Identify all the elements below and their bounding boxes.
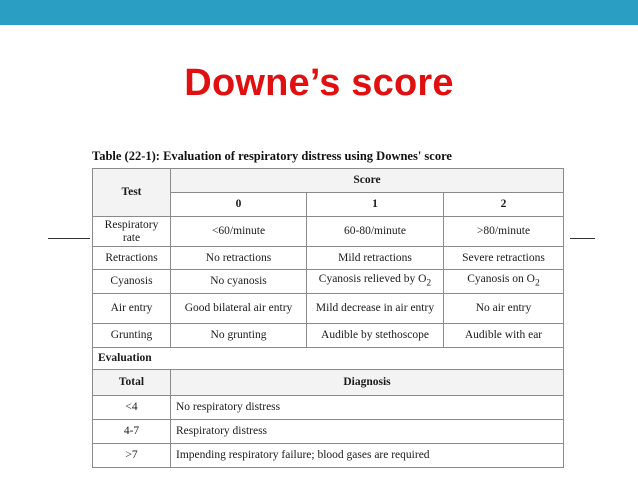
subscript-2: 2 bbox=[534, 277, 540, 289]
table-row bbox=[93, 270, 564, 294]
table-row bbox=[93, 294, 564, 324]
score1-cell: 60-80/minute bbox=[307, 217, 444, 247]
header-score-0: 0 bbox=[171, 193, 307, 217]
header-test: Test bbox=[93, 169, 171, 217]
test-cell: Cyanosis bbox=[93, 270, 171, 294]
top-accent-bar bbox=[0, 0, 638, 25]
table-row bbox=[93, 420, 564, 444]
score1-cell: Mild retractions bbox=[307, 247, 444, 270]
diagnosis-cell: Respiratory distress bbox=[171, 420, 564, 444]
score1-cell: Audible by stethoscope bbox=[307, 324, 444, 348]
score1-text: Cyanosis relieved by O bbox=[318, 273, 427, 286]
test-cell: Respiratory rate bbox=[93, 217, 171, 247]
evaluation-heading: Evaluation bbox=[93, 348, 564, 370]
total-cell: 4-7 bbox=[93, 420, 171, 444]
score2-cell: No air entry bbox=[444, 294, 564, 324]
header-score-1: 1 bbox=[307, 193, 444, 217]
score2-cell: Severe retractions bbox=[444, 247, 564, 270]
slide-title: Downe’s score bbox=[184, 62, 454, 104]
diagnosis-cell: No respiratory distress bbox=[171, 396, 564, 420]
score0-cell: <60/minute bbox=[171, 217, 307, 247]
table-row bbox=[93, 396, 564, 420]
score2-text: Cyanosis on O bbox=[467, 273, 535, 286]
table-row bbox=[93, 217, 564, 247]
table-row bbox=[93, 247, 564, 270]
total-cell: <4 bbox=[93, 396, 171, 420]
test-cell: Grunting bbox=[93, 324, 171, 348]
header-score-2: 2 bbox=[444, 193, 564, 217]
table-caption: Table (22-1): Evaluation of respiratory distress using Downes' score bbox=[92, 149, 452, 163]
score1-cell: Mild decrease in air entry bbox=[307, 294, 444, 324]
score0-cell: Good bilateral air entry bbox=[171, 294, 307, 324]
diagnosis-cell: Impending respiratory failure; blood gases are required bbox=[171, 444, 564, 468]
table-row bbox=[93, 324, 564, 348]
subscript-2: 2 bbox=[426, 277, 432, 289]
score0-cell: No cyanosis bbox=[171, 270, 307, 294]
score0-cell: No retractions bbox=[171, 247, 307, 270]
decorative-rule-right bbox=[570, 238, 595, 239]
decorative-rule-left bbox=[48, 238, 90, 239]
score2-cell: Audible with ear bbox=[444, 324, 564, 348]
score0-cell: No grunting bbox=[171, 324, 307, 348]
test-cell: Retractions bbox=[93, 247, 171, 270]
table-row bbox=[93, 444, 564, 468]
total-cell: >7 bbox=[93, 444, 171, 468]
diagnosis-header: Diagnosis bbox=[171, 370, 564, 396]
score1-cell bbox=[307, 270, 444, 294]
test-cell: Air entry bbox=[93, 294, 171, 324]
total-header: Total bbox=[93, 370, 171, 396]
downes-score-table bbox=[92, 168, 564, 468]
header-score: Score bbox=[171, 169, 564, 193]
score2-cell: >80/minute bbox=[444, 217, 564, 247]
score2-cell bbox=[444, 270, 564, 294]
